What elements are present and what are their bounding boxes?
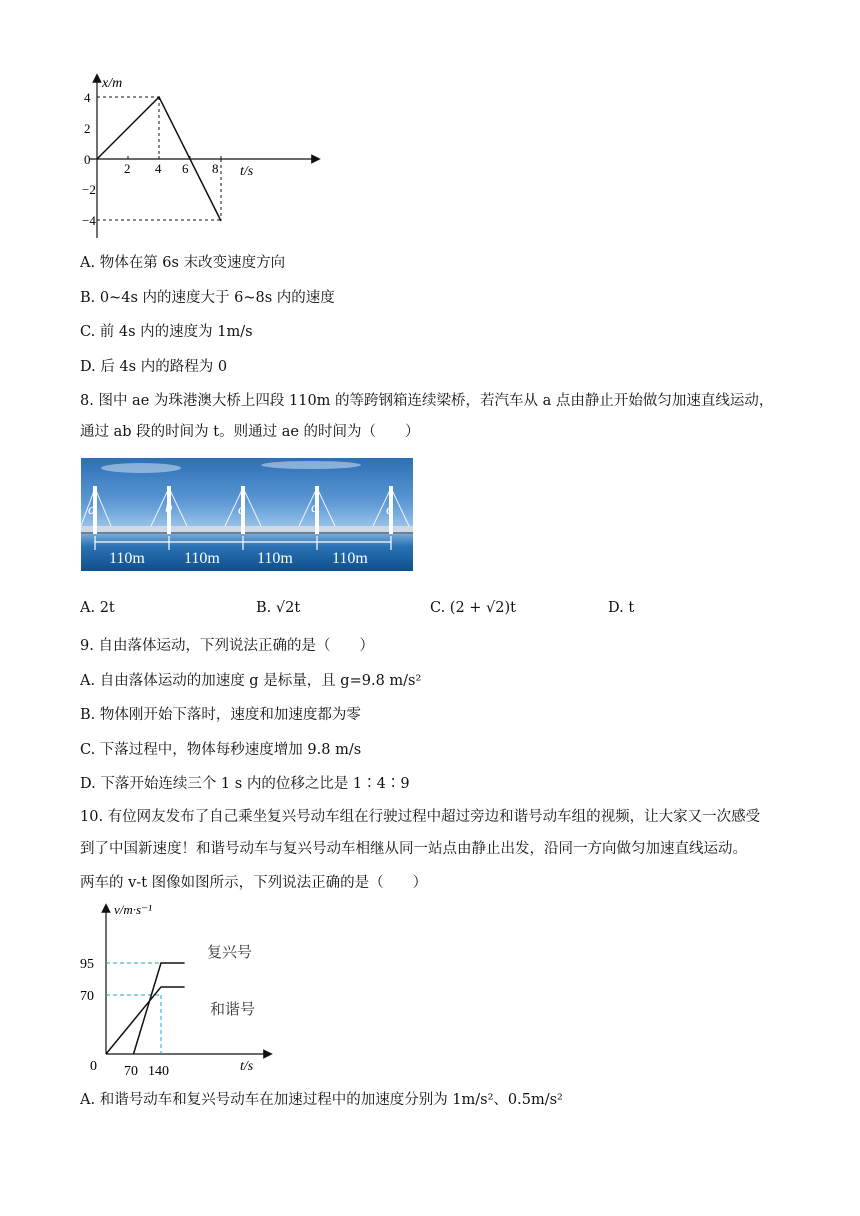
point-label-d: d [311, 500, 319, 516]
q7-option-c: C. 前 4s 内的速度为 1m/s [80, 324, 253, 340]
q7-option-d: D. 后 4s 内的路程为 0 [80, 359, 228, 375]
y-tick-label: −2 [82, 182, 96, 197]
q8-option-c: C. (2 + √2)t [430, 600, 516, 616]
q9-stem: 9. 自由落体运动，下列说法正确的是（ ） [80, 638, 374, 654]
y-tick-label: 2 [84, 121, 91, 136]
q9-option-a: A. 自由落体运动的加速度 g 是标量，且 g=9.8 m/s² [80, 673, 422, 689]
q9-option-d: D. 下落开始连续三个 1 s 内的位移之比是 1∶4∶9 [80, 776, 410, 792]
x-tick-label: 140 [148, 1064, 169, 1078]
q8-stem-line2: 通过 ab 段的时间为 t。则通过 ae 的时间为（ ） [80, 424, 420, 440]
q7-option-a: A. 物体在第 6s 末改变速度方向 [80, 255, 286, 271]
span-label: 110m [257, 550, 293, 567]
x-axis-label: t/s [240, 1059, 254, 1074]
x-axis-label: t/s [240, 164, 254, 179]
span-label: 110m [109, 550, 145, 567]
span-label: 110m [332, 550, 368, 567]
q8-option-a: A. 2t [80, 600, 115, 616]
x-tick-label: 70 [124, 1064, 138, 1078]
y-tick-label: 4 [84, 90, 91, 105]
q7-option-b: B. 0~4s 内的速度大于 6~8s 内的速度 [80, 290, 335, 306]
q8-option-b: B. √2t [256, 600, 301, 616]
series-line-fuxing [134, 963, 185, 1054]
series-line-hexie [106, 987, 185, 1054]
y-tick-label: 0 [84, 152, 91, 167]
x-tick-label: 4 [155, 161, 162, 176]
y-axis-label: x/m [102, 76, 123, 91]
span-label: 110m [184, 550, 220, 567]
y-tick-label: −4 [82, 213, 96, 228]
y-tick-label: 95 [80, 957, 94, 972]
point-label-a: a [88, 502, 96, 518]
q10-option-a: A. 和谐号动车和复兴号动车在加速过程中的加速度分别为 1m/s²、0.5m/s² [80, 1092, 563, 1108]
bridge-drawing [81, 458, 413, 571]
q10-stem-line2: 到了中国新速度！和谐号动车与复兴号动车相继从同一站点由静止出发，沿同一方向做匀加速直线运动。 [80, 841, 747, 857]
q10-vt-graph [80, 898, 280, 1078]
q8-option-d: D. t [608, 600, 635, 616]
q8-stem-line1: 8. 图中 ae 为珠港澳大桥上四段 110m 的等跨钢箱连续梁桥，若汽车从 a 点由静止开始做匀加速直线运动， [80, 393, 774, 409]
series-label-fuxing: 复兴号 [207, 945, 253, 961]
point-label-e: e [386, 502, 393, 518]
q10-stem-line3: 两车的 v-t 图像如图所示，下列说法正确的是（ ） [80, 875, 428, 891]
bridge-photo [81, 458, 413, 571]
q10-stem-line1: 10. 有位网友发布了自己乘坐复兴号动车组在行驶过程中超过旁边和谐号动车组的视频，让大家又一次感受 [80, 809, 761, 825]
x-tick-label: 6 [182, 161, 189, 176]
q7-xt-graph [80, 72, 360, 242]
y-axis-label: v/m·s⁻¹ [114, 902, 152, 917]
x-tick-label: 8 [212, 161, 219, 176]
series-label-hexie: 和谐号 [210, 1002, 256, 1018]
point-label-b: b [165, 500, 173, 516]
y-tick-label: 70 [80, 989, 94, 1004]
x-tick-label: 0 [90, 1059, 97, 1074]
q9-option-c: C. 下落过程中，物体每秒速度增加 9.8 m/s [80, 742, 362, 758]
q9-option-b: B. 物体刚开始下落时，速度和加速度都为零 [80, 707, 361, 723]
point-label-c: c [238, 502, 245, 518]
x-tick-label: 2 [124, 161, 131, 176]
